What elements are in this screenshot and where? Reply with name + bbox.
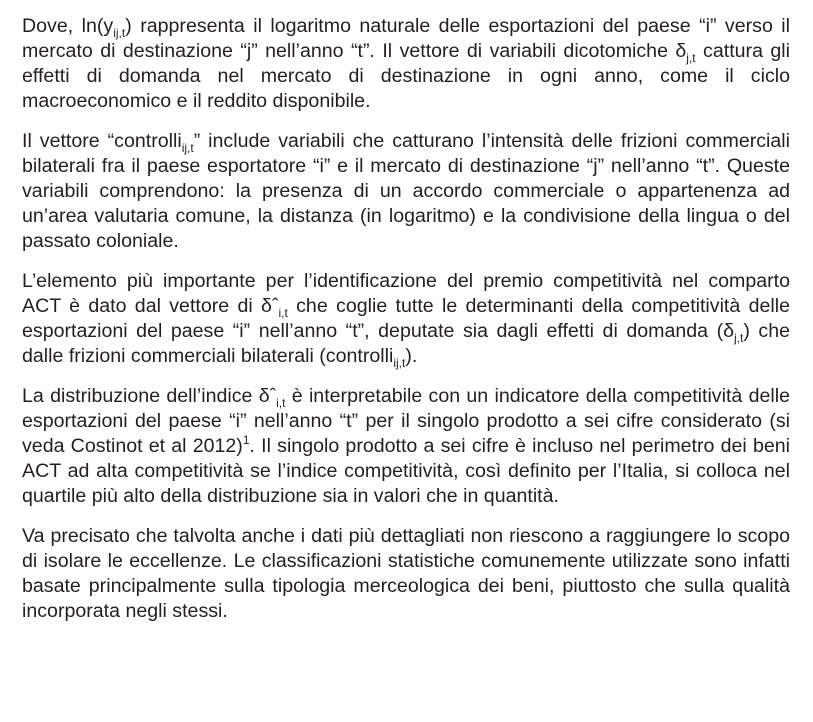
text-run: Il vettore “controlli bbox=[22, 130, 182, 152]
text-run: che coglie tutte le determinanti della competitività delle esportazioni del paese “i” nell’anno “t”, deputate sia dagli effetti di domanda (δ bbox=[22, 295, 790, 342]
paragraph-2 bbox=[22, 129, 790, 254]
subscript: j,t bbox=[686, 51, 696, 65]
text-run: ) che dalle frizioni commerciali bilaterali (controlli bbox=[22, 320, 790, 367]
paragraph-4 bbox=[22, 384, 790, 509]
subscript: i,t bbox=[278, 306, 288, 320]
subscript: i,t bbox=[276, 396, 286, 410]
text-run: Dove, ln(y bbox=[22, 15, 114, 37]
paragraph-1 bbox=[22, 14, 790, 114]
text-run: ” include variabili che catturano l’intensità delle frizioni commerciali bilaterali fra il paese esportatore “i” e il mercato di destinazione “j” nell’anno “t”. Queste variabili comprendono: la presenza di un accordo commerciale o appartenenza ad un’area valutaria comune, la distanza (in logaritmo) e la condivisione della lingua o del passato coloniale. bbox=[22, 130, 790, 252]
text-run: . Il singolo prodotto a sei cifre è incluso nel perimetro dei beni ACT ad alta competitività se l’indice competitività, così definito per l’Italia, si colloca nel quartile più alto della distribuzione sia in valori che in quantità. bbox=[22, 435, 790, 507]
subscript: ij,t bbox=[393, 356, 406, 370]
paragraph-5 bbox=[22, 524, 790, 624]
paragraph-3 bbox=[22, 269, 790, 369]
document-body bbox=[22, 14, 790, 624]
text-run: La distribuzione dell’indice δˆ bbox=[22, 385, 277, 407]
footnote-ref: 1 bbox=[242, 433, 250, 447]
subscript: j,t bbox=[734, 331, 744, 345]
text-run: cattura gli effetti di domanda nel mercato di destinazione in ogni anno, come il ciclo macroeconomico e il reddito disponibile. bbox=[22, 40, 790, 112]
text-run: ). bbox=[405, 345, 418, 367]
subscript: ij,t bbox=[181, 141, 194, 155]
text-run: Va precisato che talvolta anche i dati più dettagliati non riescono a raggiungere lo scopo di isolare le eccellenze. Le classificazioni statistiche comunemente utilizzate sono infatti basate principalmente sulla tipologia merceologica dei beni, piuttosto che sulla qualità incorporata negli stessi. bbox=[22, 525, 790, 622]
text-run: ) rappresenta il logaritmo naturale delle esportazioni del paese “i” verso il mercato di destinazione “j” nell’anno “t”. Il vettore di variabili dicotomiche δ bbox=[22, 15, 790, 62]
subscript: ij,t bbox=[113, 26, 126, 40]
text-run: è interpretabile con un indicatore della competitività delle esportazioni del paese “i” nell’anno “t” per il singolo prodotto a sei cifre considerato (si veda Costinot et al 2012) bbox=[22, 385, 790, 457]
text-run: L’elemento più importante per l’identificazione del premio competitività nel comparto ACT è dato dal vettore di δˆ bbox=[22, 270, 790, 317]
